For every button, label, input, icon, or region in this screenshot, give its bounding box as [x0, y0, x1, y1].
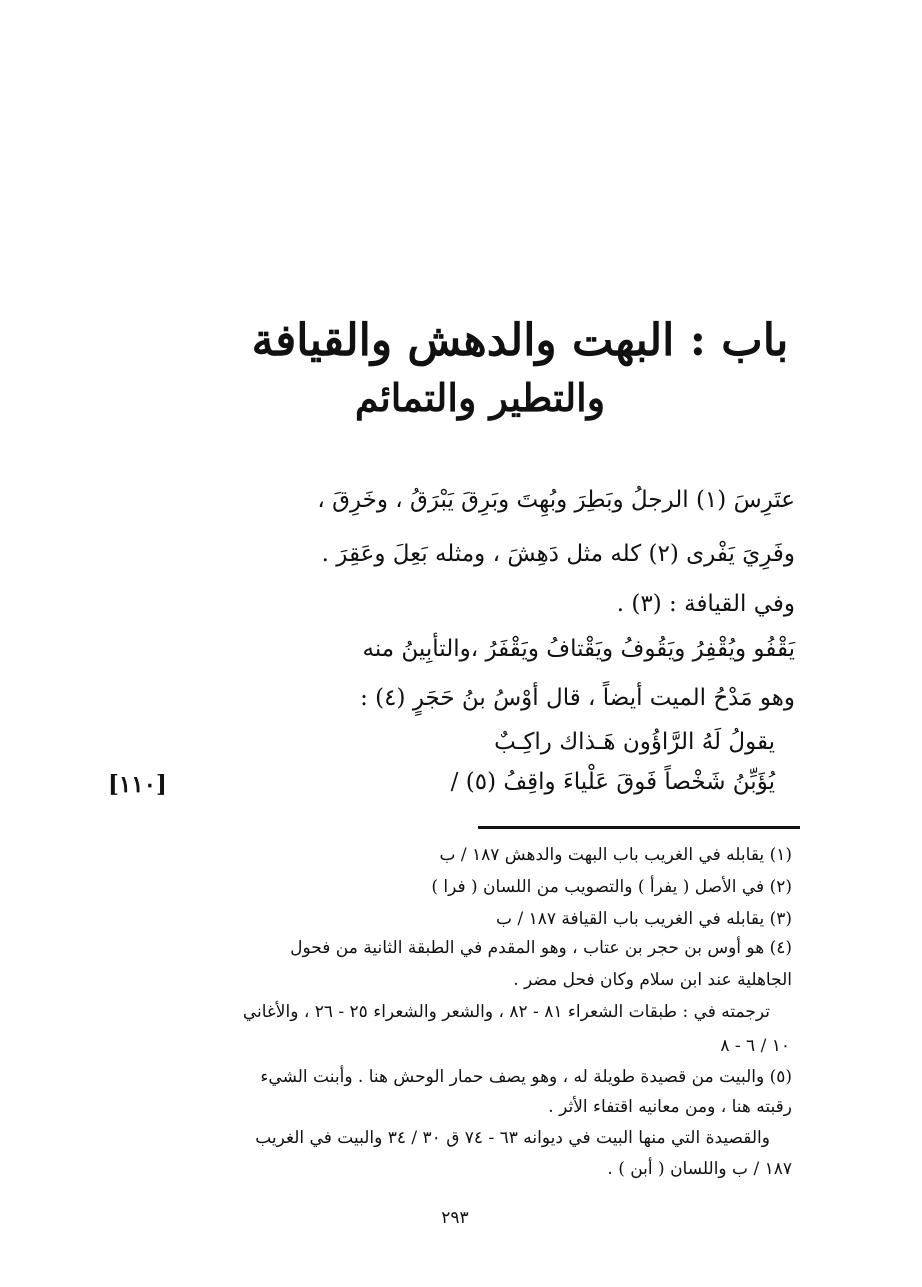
footnote-4-sources: ترجمته في : طبقات الشعراء ٨١ - ٨٢ ، والشعر والشعراء ٢٥ - ٢٦ ، والأغاني: [242, 1002, 770, 1022]
footnote-1: (١) يقابله في الغريب باب البهت والدهش ١٨٧ / ب: [439, 845, 792, 865]
footnote-5: (٥) والبيت من قصيدة طويلة له ، وهو يصف حمار الوحش هنا . وأبنت الشيء: [260, 1067, 792, 1087]
body-line-5: وهو مَدْحُ الميت أيضاً ، قال أوْسُ بنُ حَجَرٍ (٤) :: [360, 685, 795, 711]
footnote-3: (٣) يقابله في الغريب باب القيافة ١٨٧ / ب: [496, 909, 792, 929]
body-line-2: وفَرِيَ يَفْرى (٢) كله مثل دَهِشَ ، ومثله بَعِلَ وعَقِرَ .: [321, 541, 795, 567]
footnote-5-poem-source: والقصيدة التي منها البيت في ديوانه ٦٣ - ٧٤ ق ٣٠ / ٣٤ والبيت في الغريب: [255, 1128, 770, 1148]
footnote-5-poem-source-continued: ١٨٧ / ب واللسان ( أبن ) .: [607, 1159, 792, 1179]
footnote-2: (٢) في الأصل ( يفرأ ) والتصويب من اللسان ( فرا ): [431, 877, 792, 897]
footnote-4-sources-continued: ١٠ / ٦ - ٨: [720, 1036, 790, 1056]
chapter-title: باب : البهت والدهش والقيافة: [251, 315, 789, 366]
verse-line-1: يقولُ لَهُ الرَّاؤُون هَـذاك راكِـبٌ: [494, 729, 775, 755]
footnote-5-continued: رقبته هنا ، ومن معانيه اقتفاء الأثر .: [548, 1097, 792, 1117]
footnote-4-continued: الجاهلية عند ابن سلام وكان فحل مضر .: [513, 970, 792, 990]
footnote-4: (٤) هو أوس بن حجر بن عتاب ، وهو المقدم في الطبقة الثانية من فحول: [290, 938, 792, 958]
margin-reference: [١١٠]: [108, 771, 167, 798]
footnote-divider: [478, 826, 800, 829]
body-line-4: يَقْفُو ويُقْفِرُ ويَقُوفُ ويَقْتافُ ويَقْفَرُ ،والتأبِينُ منه: [362, 636, 795, 662]
body-line-3: وفي القيافة : (٣) .: [616, 591, 795, 617]
body-line-1: عتَرِسَ (١) الرجلُ وبَطِرَ وبُهِتَ وبَرِقَ يَبْرَقُ ، وخَرِقَ ،: [317, 487, 795, 513]
verse-line-2: يُؤَبِّنُ شَخْصاً فَوقَ عَلْياءَ واقِفُ (٥) /: [450, 769, 775, 795]
page-number: ٢٩٣: [441, 1208, 469, 1228]
chapter-subtitle: والتطير والتمائم: [354, 375, 606, 420]
